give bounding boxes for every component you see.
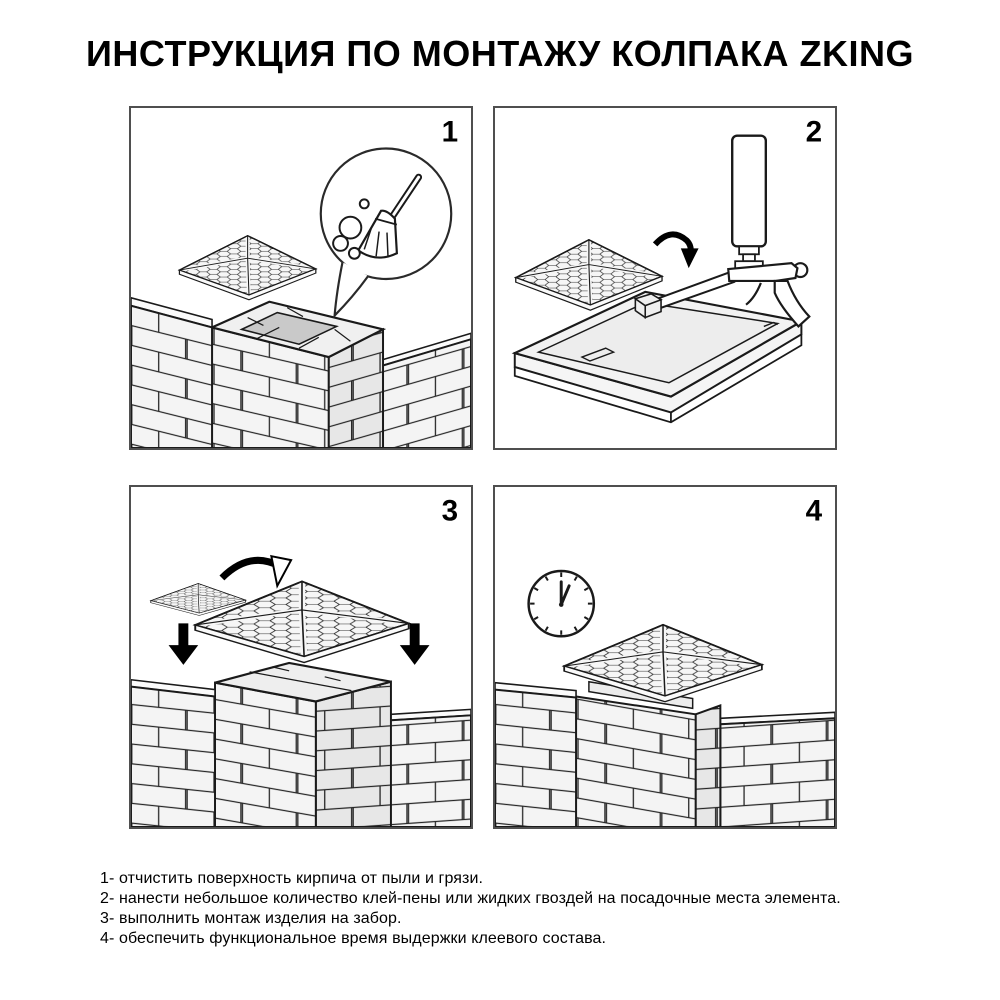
brick-wall-left: [131, 680, 215, 827]
panel-number: 1: [441, 115, 459, 149]
panel-2-illustration: [495, 108, 835, 448]
brick-wall-left: [495, 683, 576, 827]
flip-arrow-icon: [655, 234, 698, 268]
instruction-line-4: 4- обеспечить функциональное время выдержки клеевого состава.: [100, 930, 607, 947]
panel-number: 4: [805, 494, 823, 528]
down-arrow-icon: [169, 623, 199, 665]
brick-pillar-icon: [215, 663, 391, 827]
page-title: ИНСТРУКЦИЯ ПО МОНТАЖУ КОЛПАКА ZKING: [85, 33, 914, 74]
instruction-line-2: 2- нанести небольшое количество клей-пены или жидких гвоздей на посадочные места элемента.: [100, 890, 841, 907]
instruction-line-1: 1- отчистить поверхность кирпича от пыли и грязи.: [100, 870, 484, 887]
instruction-list: [100, 869, 960, 949]
brick-wall-right: [378, 333, 471, 448]
panel-4-illustration: [495, 487, 835, 827]
brick-wall-right: [720, 712, 835, 827]
panel-step-4: [493, 485, 837, 829]
panel-step-2: [493, 106, 837, 450]
chimney-cap-icon: [179, 236, 315, 300]
brick-pillar-icon: [576, 682, 720, 827]
panel-number: 3: [441, 494, 459, 528]
brick-wall-left: [131, 298, 212, 448]
clock-icon: [529, 571, 594, 636]
panel-step-1: [129, 106, 473, 450]
panel-1-illustration: [131, 108, 471, 448]
instruction-line-3: 3- выполнить монтаж изделия на забор.: [100, 910, 402, 927]
panel-3-illustration: [131, 487, 471, 827]
panel-step-3: [129, 485, 473, 829]
panel-number: 2: [805, 115, 823, 149]
foam-gun-icon: [635, 136, 809, 327]
brick-pillar-icon: [212, 302, 383, 448]
flip-arrow-icon: [222, 556, 291, 586]
